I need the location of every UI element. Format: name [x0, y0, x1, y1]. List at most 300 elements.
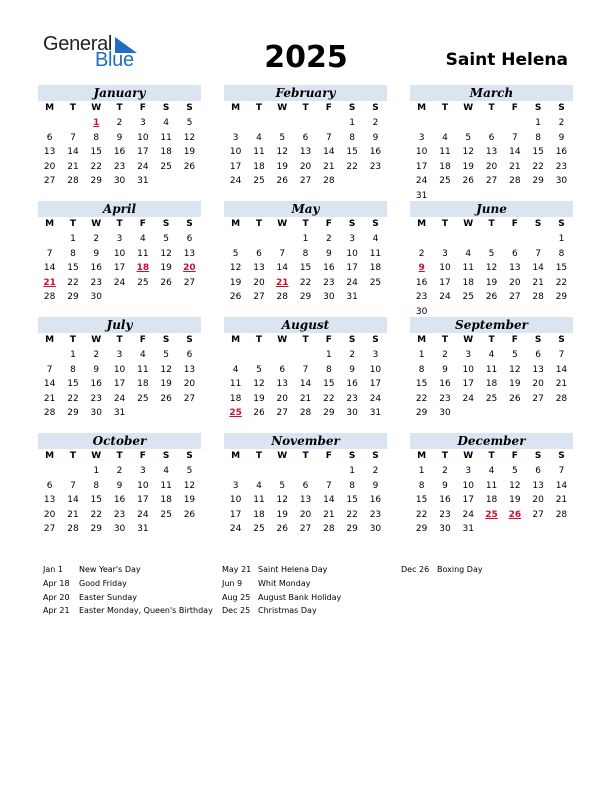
day-cell: 2: [93, 234, 100, 244]
weekday-header: T: [116, 103, 123, 113]
day-cell: 31: [137, 176, 149, 187]
day-cell: 7: [70, 132, 76, 143]
day-cell: 14: [555, 480, 568, 491]
day-grid: [410, 449, 573, 537]
day-cell: 23: [369, 161, 382, 172]
day-cell: 10: [369, 364, 382, 375]
weekday-header: S: [558, 219, 565, 229]
day-cell: 8: [302, 248, 309, 259]
day-cell: 14: [67, 147, 79, 158]
day-cell: 29: [299, 292, 312, 303]
day-cell: 6: [46, 132, 53, 143]
day-cell: 22: [299, 277, 312, 288]
day-cell: 25: [462, 292, 474, 303]
weekday-header: T: [441, 219, 449, 229]
day-cell: 18: [253, 509, 265, 520]
day-cell: 4: [488, 350, 495, 360]
day-cell: 17: [229, 509, 242, 520]
day-cell: 4: [139, 234, 146, 244]
weekday-header: T: [302, 103, 309, 113]
day-cell: 26: [276, 176, 288, 187]
weekday-header: S: [186, 219, 193, 229]
weekday-header: T: [255, 103, 263, 113]
holiday-entry: [43, 563, 213, 577]
month-title: February: [224, 85, 387, 101]
day-cell: 5: [186, 118, 193, 128]
empty-cell: [224, 464, 247, 479]
day-cell: 15: [346, 147, 358, 158]
day-cell: 3: [139, 118, 146, 128]
day-cell: 23: [346, 393, 358, 404]
weekday-header: M: [417, 219, 427, 229]
weekday-header: S: [162, 335, 170, 345]
day-cell: 2: [349, 350, 355, 360]
day-cell: 29: [90, 524, 102, 535]
holiday-day-cell: 20: [183, 263, 196, 274]
day-cell: 12: [183, 480, 196, 491]
day-cell: 13: [43, 495, 56, 506]
empty-cell: [457, 116, 480, 131]
day-cell: 14: [276, 263, 288, 274]
day-cell: 13: [509, 263, 521, 274]
holiday-column: [43, 563, 213, 618]
day-cell: 18: [137, 379, 149, 390]
weekday-header: M: [231, 219, 241, 229]
holiday-name: Boxing Day: [437, 565, 483, 574]
day-cell: 27: [532, 393, 544, 404]
day-cell: 29: [415, 408, 428, 419]
day-cell: 30: [113, 176, 126, 187]
day-cell: 14: [43, 379, 56, 390]
month-title: December: [410, 433, 573, 449]
holiday-day-cell: 9: [418, 263, 425, 274]
day-cell: 10: [113, 248, 126, 259]
day-cell: 18: [229, 393, 242, 404]
day-cell: 12: [276, 147, 288, 158]
day-cell: 26: [485, 292, 498, 303]
day-cell: 19: [183, 495, 196, 506]
weekday-header: M: [231, 103, 241, 113]
holiday-column: [222, 563, 341, 618]
day-cell: 3: [232, 480, 239, 491]
weekday-header: T: [441, 103, 449, 113]
day-cell: 7: [511, 132, 518, 143]
day-cell: 18: [485, 379, 498, 390]
day-cell: 16: [415, 277, 428, 288]
day-cell: 11: [229, 379, 242, 390]
day-cell: 5: [511, 350, 518, 360]
day-cell: 11: [137, 248, 149, 259]
day-cell: 31: [113, 408, 126, 419]
day-cell: 1: [418, 350, 425, 360]
holiday-date: May 21: [222, 565, 252, 574]
day-cell: 14: [323, 147, 335, 158]
empty-cell: [317, 116, 340, 131]
day-cell: 14: [43, 263, 56, 274]
day-cell: 28: [43, 292, 56, 303]
day-cell: 8: [93, 480, 100, 491]
holiday-day-cell: 25: [485, 509, 498, 520]
day-cell: 9: [325, 248, 332, 259]
empty-cell: [503, 232, 526, 247]
day-cell: 22: [323, 393, 335, 404]
day-cell: 26: [253, 408, 265, 419]
day-cell: 29: [555, 292, 568, 303]
day-cell: 20: [183, 379, 196, 390]
day-cell: 9: [93, 364, 100, 375]
day-cell: 24: [462, 509, 474, 520]
day-cell: 13: [253, 263, 265, 274]
day-cell: 12: [160, 248, 172, 259]
day-cell: 12: [276, 495, 288, 506]
weekday-header: W: [463, 219, 474, 229]
day-cell: 24: [137, 509, 149, 520]
weekday-header: M: [45, 219, 55, 229]
holiday-date: Apr 20: [43, 592, 70, 602]
day-cell: 10: [113, 364, 126, 375]
day-cell: 5: [163, 350, 169, 360]
weekday-header: F: [511, 335, 518, 345]
day-cell: 30: [90, 408, 102, 419]
day-cell: 10: [346, 248, 358, 259]
day-cell: 1: [93, 466, 100, 476]
weekday-header: S: [372, 219, 379, 229]
weekday-header: W: [463, 335, 474, 345]
month-june: [410, 201, 573, 320]
day-cell: 5: [186, 466, 193, 476]
day-cell: 16: [113, 495, 126, 506]
day-cell: 17: [439, 277, 451, 288]
day-cell: 10: [137, 132, 149, 143]
day-cell: 5: [465, 132, 472, 143]
day-cell: 29: [323, 408, 335, 419]
empty-cell: [526, 232, 549, 247]
day-cell: 3: [139, 466, 146, 476]
day-cell: 2: [372, 466, 379, 476]
day-cell: 1: [558, 234, 565, 244]
weekday-header: T: [255, 335, 263, 345]
day-cell: 27: [183, 393, 196, 404]
weekday-header: S: [534, 219, 542, 229]
month-title: April: [38, 201, 201, 217]
weekday-header: W: [463, 451, 474, 461]
weekday-header: T: [302, 335, 309, 345]
day-grid: [224, 449, 387, 537]
day-cell: 28: [509, 176, 521, 187]
day-grid: [410, 333, 573, 421]
day-cell: 3: [465, 350, 472, 360]
day-cell: 25: [137, 393, 149, 404]
weekday-header: S: [558, 335, 565, 345]
holiday-date: Apr 18: [43, 578, 70, 588]
day-cell: 1: [325, 350, 332, 360]
day-cell: 26: [276, 524, 288, 535]
day-cell: 27: [253, 292, 265, 303]
day-cell: 14: [509, 147, 521, 158]
day-cell: 8: [70, 364, 76, 375]
day-cell: 8: [70, 248, 76, 259]
holiday-date: Dec 26: [401, 565, 430, 574]
month-title: June: [410, 201, 573, 217]
weekday-header: S: [534, 451, 542, 461]
month-august: [224, 317, 387, 421]
day-cell: 23: [323, 277, 335, 288]
day-cell: 2: [558, 118, 565, 128]
day-cell: 23: [439, 509, 451, 520]
empty-cell: [317, 464, 340, 479]
day-cell: 12: [509, 480, 521, 491]
day-cell: 15: [90, 495, 102, 506]
month-july: [38, 317, 201, 421]
day-cell: 11: [160, 132, 172, 143]
weekday-header: F: [139, 219, 146, 229]
day-cell: 19: [276, 509, 288, 520]
weekday-header: T: [255, 451, 263, 461]
empty-cell: [38, 464, 61, 479]
day-cell: 3: [232, 132, 239, 143]
holiday-entry: [43, 577, 213, 591]
weekday-header: M: [45, 335, 55, 345]
day-cell: 10: [229, 147, 242, 158]
day-cell: 28: [555, 509, 568, 520]
weekday-header: S: [348, 103, 356, 113]
day-cell: 7: [535, 248, 541, 259]
day-cell: 20: [253, 277, 265, 288]
holiday-day-cell: 21: [43, 277, 56, 288]
weekday-header: S: [534, 335, 542, 345]
day-cell: 19: [160, 379, 172, 390]
day-cell: 7: [325, 480, 332, 491]
weekday-header: S: [558, 451, 565, 461]
day-cell: 29: [346, 524, 358, 535]
weekday-header: S: [186, 335, 193, 345]
empty-cell: [503, 116, 526, 131]
month-title: March: [410, 85, 573, 101]
weekday-header: W: [91, 335, 102, 345]
month-february: [224, 85, 387, 189]
weekday-header: F: [139, 451, 146, 461]
day-cell: 28: [43, 408, 56, 419]
day-cell: 17: [369, 379, 382, 390]
day-cell: 17: [137, 495, 149, 506]
day-cell: 14: [67, 495, 79, 506]
day-cell: 21: [509, 161, 521, 172]
day-cell: 8: [349, 480, 355, 491]
empty-cell: [61, 464, 84, 479]
day-cell: 27: [532, 509, 544, 520]
day-cell: 8: [325, 364, 332, 375]
weekday-header: W: [91, 219, 102, 229]
weekday-header: W: [91, 451, 102, 461]
weekday-header: T: [116, 335, 123, 345]
day-cell: 16: [90, 263, 102, 274]
weekday-header: S: [372, 103, 379, 113]
weekday-header: S: [162, 219, 170, 229]
day-cell: 22: [90, 509, 102, 520]
day-cell: 27: [276, 408, 288, 419]
day-cell: 27: [43, 176, 56, 187]
day-cell: 29: [532, 176, 544, 187]
weekday-header: T: [116, 219, 123, 229]
weekday-header: T: [69, 335, 77, 345]
month-september: [410, 317, 573, 421]
weekday-header: S: [348, 335, 356, 345]
day-cell: 28: [555, 393, 568, 404]
day-cell: 8: [93, 132, 100, 143]
empty-cell: [271, 116, 294, 131]
day-cell: 6: [46, 480, 53, 491]
day-cell: 17: [113, 379, 126, 390]
day-cell: 1: [70, 234, 76, 244]
day-cell: 10: [415, 147, 428, 158]
weekday-header: F: [325, 451, 332, 461]
day-cell: 25: [369, 277, 382, 288]
holiday-name: Saint Helena Day: [258, 565, 328, 574]
day-cell: 2: [442, 466, 448, 476]
weekday-header: M: [45, 451, 55, 461]
day-cell: 27: [299, 524, 312, 535]
month-title: November: [224, 433, 387, 449]
day-cell: 15: [90, 147, 102, 158]
day-cell: 13: [43, 147, 56, 158]
day-cell: 2: [116, 118, 123, 128]
day-cell: 21: [555, 379, 568, 390]
day-cell: 3: [372, 350, 379, 360]
day-cell: 24: [346, 277, 358, 288]
day-cell: 7: [558, 350, 565, 360]
holiday-entry: [222, 604, 341, 618]
weekday-header: T: [488, 335, 495, 345]
empty-cell: [247, 464, 270, 479]
holiday-entry: [43, 604, 213, 618]
month-title: July: [38, 317, 201, 333]
day-cell: 17: [229, 161, 242, 172]
day-cell: 23: [415, 292, 428, 303]
day-cell: 11: [439, 147, 451, 158]
day-cell: 9: [372, 480, 379, 491]
day-cell: 31: [346, 292, 358, 303]
empty-cell: [294, 348, 317, 363]
day-cell: 29: [90, 176, 102, 187]
holiday-date: Jan 1: [43, 565, 63, 574]
day-cell: 25: [160, 161, 172, 172]
holiday-name: Christmas Day: [258, 606, 317, 616]
weekday-header: M: [231, 451, 241, 461]
day-cell: 13: [485, 147, 498, 158]
empty-cell: [247, 348, 270, 363]
weekday-header: T: [488, 219, 495, 229]
day-cell: 21: [299, 393, 312, 404]
day-cell: 3: [418, 132, 425, 143]
day-cell: 8: [349, 132, 355, 143]
day-cell: 2: [93, 350, 100, 360]
day-cell: 23: [439, 393, 451, 404]
empty-cell: [457, 232, 480, 247]
holiday-day-cell: 25: [229, 408, 242, 419]
day-cell: 6: [186, 234, 193, 244]
day-cell: 19: [509, 495, 521, 506]
day-cell: 22: [346, 161, 358, 172]
day-cell: 24: [113, 393, 126, 404]
weekday-header: T: [488, 103, 495, 113]
day-cell: 10: [229, 495, 242, 506]
weekday-header: S: [348, 451, 356, 461]
month-may: [224, 201, 387, 305]
day-cell: 22: [555, 277, 568, 288]
month-november: [224, 433, 387, 537]
weekday-header: W: [277, 103, 288, 113]
day-cell: 2: [442, 350, 448, 360]
day-cell: 30: [369, 524, 382, 535]
day-cell: 11: [160, 480, 172, 491]
day-cell: 18: [439, 161, 451, 172]
empty-cell: [433, 116, 456, 131]
day-cell: 4: [372, 234, 379, 244]
day-cell: 12: [229, 263, 242, 274]
day-cell: 20: [485, 161, 498, 172]
weekday-header: S: [558, 103, 565, 113]
weekday-header: F: [325, 219, 332, 229]
day-cell: 23: [113, 509, 126, 520]
country-name: Saint Helena: [445, 50, 568, 70]
day-cell: 5: [232, 248, 239, 259]
day-cell: 13: [532, 480, 544, 491]
day-cell: 16: [323, 263, 335, 274]
empty-cell: [410, 116, 433, 131]
day-cell: 29: [415, 524, 428, 535]
day-cell: 20: [43, 509, 56, 520]
holiday-date: Jun 9: [222, 578, 243, 588]
day-grid: [224, 217, 387, 305]
holiday-column: [401, 563, 483, 577]
day-cell: 10: [439, 263, 451, 274]
day-cell: 7: [46, 364, 53, 375]
day-cell: 30: [439, 408, 451, 419]
day-cell: 6: [186, 350, 193, 360]
empty-cell: [480, 116, 503, 131]
empty-cell: [271, 348, 294, 363]
holiday-entry: [401, 563, 483, 577]
month-title: September: [410, 317, 573, 333]
day-cell: 17: [137, 147, 149, 158]
holiday-entry: [43, 591, 213, 605]
month-title: October: [38, 433, 201, 449]
weekday-header: F: [139, 335, 146, 345]
day-cell: 11: [369, 248, 382, 259]
day-cell: 5: [488, 248, 495, 259]
weekday-header: T: [69, 219, 77, 229]
day-cell: 6: [302, 132, 309, 143]
day-cell: 21: [323, 509, 335, 520]
empty-cell: [224, 232, 247, 247]
day-cell: 9: [349, 364, 355, 375]
day-cell: 9: [442, 480, 448, 491]
day-cell: 4: [256, 132, 262, 143]
day-cell: 4: [139, 350, 146, 360]
day-cell: 16: [113, 147, 126, 158]
empty-cell: [247, 116, 270, 131]
day-cell: 5: [163, 234, 169, 244]
day-cell: 5: [279, 132, 286, 143]
day-cell: 30: [346, 408, 358, 419]
day-cell: 10: [462, 480, 474, 491]
day-cell: 24: [369, 393, 382, 404]
day-cell: 19: [462, 161, 474, 172]
day-cell: 30: [90, 292, 102, 303]
day-cell: 27: [299, 176, 312, 187]
day-cell: 13: [299, 495, 312, 506]
weekday-header: M: [45, 103, 55, 113]
